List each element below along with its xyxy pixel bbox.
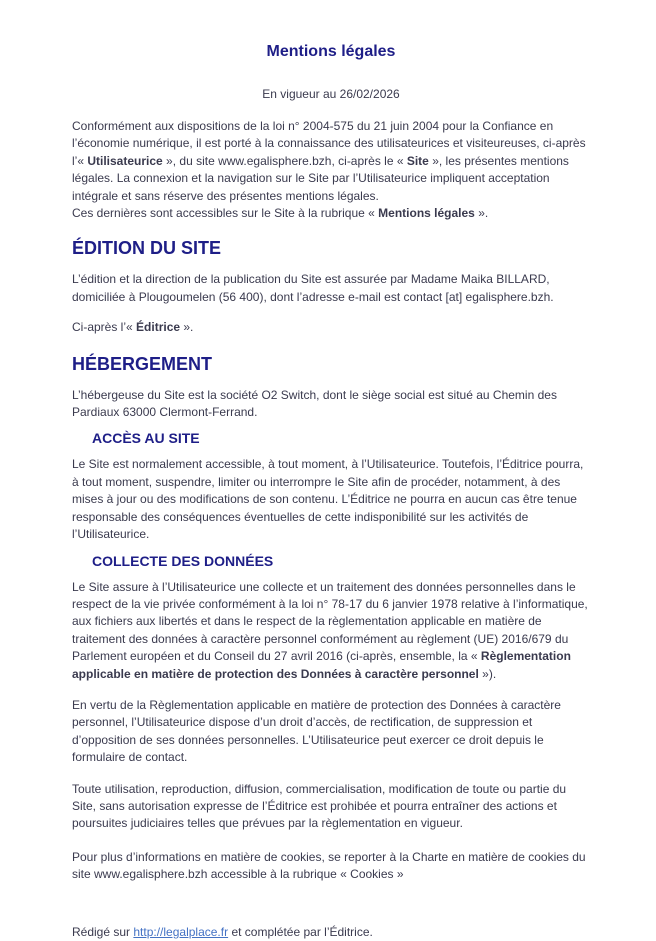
page-title: Mentions légales [266, 43, 396, 60]
text-segment: Toute utilisation, reproduction, diffusion, commercialisation, modification de toute ou partie du Site, sans autorisation expresse de l’Éditrice est prohibée et pourra entraîner des actions et poursuites judiciaires telles que prévues par la règlementation en vigueur. [72, 781, 567, 831]
text-segment: Le Site est normalement accessible, à tout moment, à l’Utilisateurice. Toutefois, l’Éditrice pourra, à tout moment, suspendre, limiter ou interrompre le Site afin de procéder, notamment, à des mises à jour ou des modifications de son contenu. L’Éditrice ne pourra en aucun cas être tenue responsable des conséquences éventuelles de cette indisponibilité sur les activités de l’Utilisateurice. [72, 457, 584, 542]
text-segment: Ces dernières sont accessibles sur le Site à la rubrique « [72, 206, 379, 221]
text-segment: et complétée par l’Éditrice. [228, 924, 373, 939]
bold-text-segment: Éditrice [136, 320, 181, 335]
legalplace-link[interactable]: http://legalplace.fr [133, 924, 229, 939]
text-segment: Rédigé sur [72, 924, 134, 939]
paragraph-credit [72, 924, 590, 941]
bold-text-segment: Mentions légales [378, 206, 475, 221]
paragraph-hebergement [72, 387, 590, 422]
heading-hebergement: HÉBERGEMENT [72, 353, 213, 374]
text-segment: Conformément aux dispositions de la loi n° 2004-575 du 21 juin 2004 pour la Confiance en l’économie numérique, il est porté à la connaissance des utilisateurices et visiteureuses, ci-après l’« [72, 119, 586, 168]
text-segment: L’hébergeuse du Site est la société O2 Switch, dont le siège social est situé au Chemin des Pardiaux 63000 Clermont-Ferrand. [72, 387, 557, 420]
text-segment: Ci-après l’« [72, 320, 137, 335]
text-segment: ». [180, 320, 194, 335]
text-segment: Pour plus d’informations en matière de cookies, se reporter à la Charte en matière de cookies du site www.egalisphere.bzh accessible à la rubrique « Cookies » [72, 849, 586, 882]
paragraph-ci-apres-editrice [72, 319, 590, 336]
text-segment: L’édition et la direction de la publication du Site est assurée par Madame Maika BILLARD, domiciliée à Plougoumelen (56 400), dont l’adresse e-mail est contact [at] egalisphere.bzh. [72, 272, 554, 304]
subheading-acces-au-site: ACCÈS AU SITE [92, 430, 200, 447]
text-segment: En vertu de la Règlementation applicable en matière de protection des Données à caractère personnel, l’Utilisateurice dispose d’un droit d’accès, de rectification, de suppression et d’opposition de ses données personnelles. L’Utilisateurice peut exercer ce droit depuis le formulaire de contact. [72, 697, 561, 765]
text-segment: », les présentes mentions légales. La connexion et la navigation sur le Site par l’Utilisateurice impliquent acceptation intégrale et sans réserve des présentes mentions légales. [72, 153, 569, 203]
heading-edition-du-site: ÉDITION DU SITE [72, 238, 222, 259]
subheading-collecte-des-donnees: COLLECTE DES DONNÉES [92, 552, 274, 569]
paragraph-propriete-intellectuelle [72, 781, 590, 833]
text-segment: »). [478, 666, 497, 681]
text-segment: ». [474, 206, 489, 221]
paragraph-edition [72, 271, 590, 306]
paragraph-acces-au-site [72, 456, 590, 543]
bold-text-segment: Règlementation applicable en matière de protection des Données à caractère personnel [72, 649, 571, 681]
paragraph-collecte-des-donnees [72, 579, 590, 683]
paragraph-droits-donnees [72, 697, 590, 767]
text-segment: Le Site assure à l’Utilisateurice une collecte et un traitement des données personnelles dans le respect de la vie privée conformément à la loi n° 78-17 du 6 janvier 1978 relative à l’informatique, aux fichiers aux libertés et dans le respect de la règlementation applicable en matière de traitement des données à caractère personnel conformément au règlement (UE) 2016/679 du Parlement européen et du Conseil du 27 avril 2016 (ci-après, ensemble, la « [72, 579, 588, 664]
effective-date: En vigueur au 26/02/2026 [262, 87, 400, 101]
paragraph-intro [72, 118, 590, 222]
bold-text-segment: Site [406, 153, 429, 168]
bold-text-segment: Utilisateurice [87, 153, 163, 168]
text-segment: », du site www.egalisphere.bzh, ci-après le « [162, 153, 407, 168]
paragraph-cookies [72, 849, 590, 884]
